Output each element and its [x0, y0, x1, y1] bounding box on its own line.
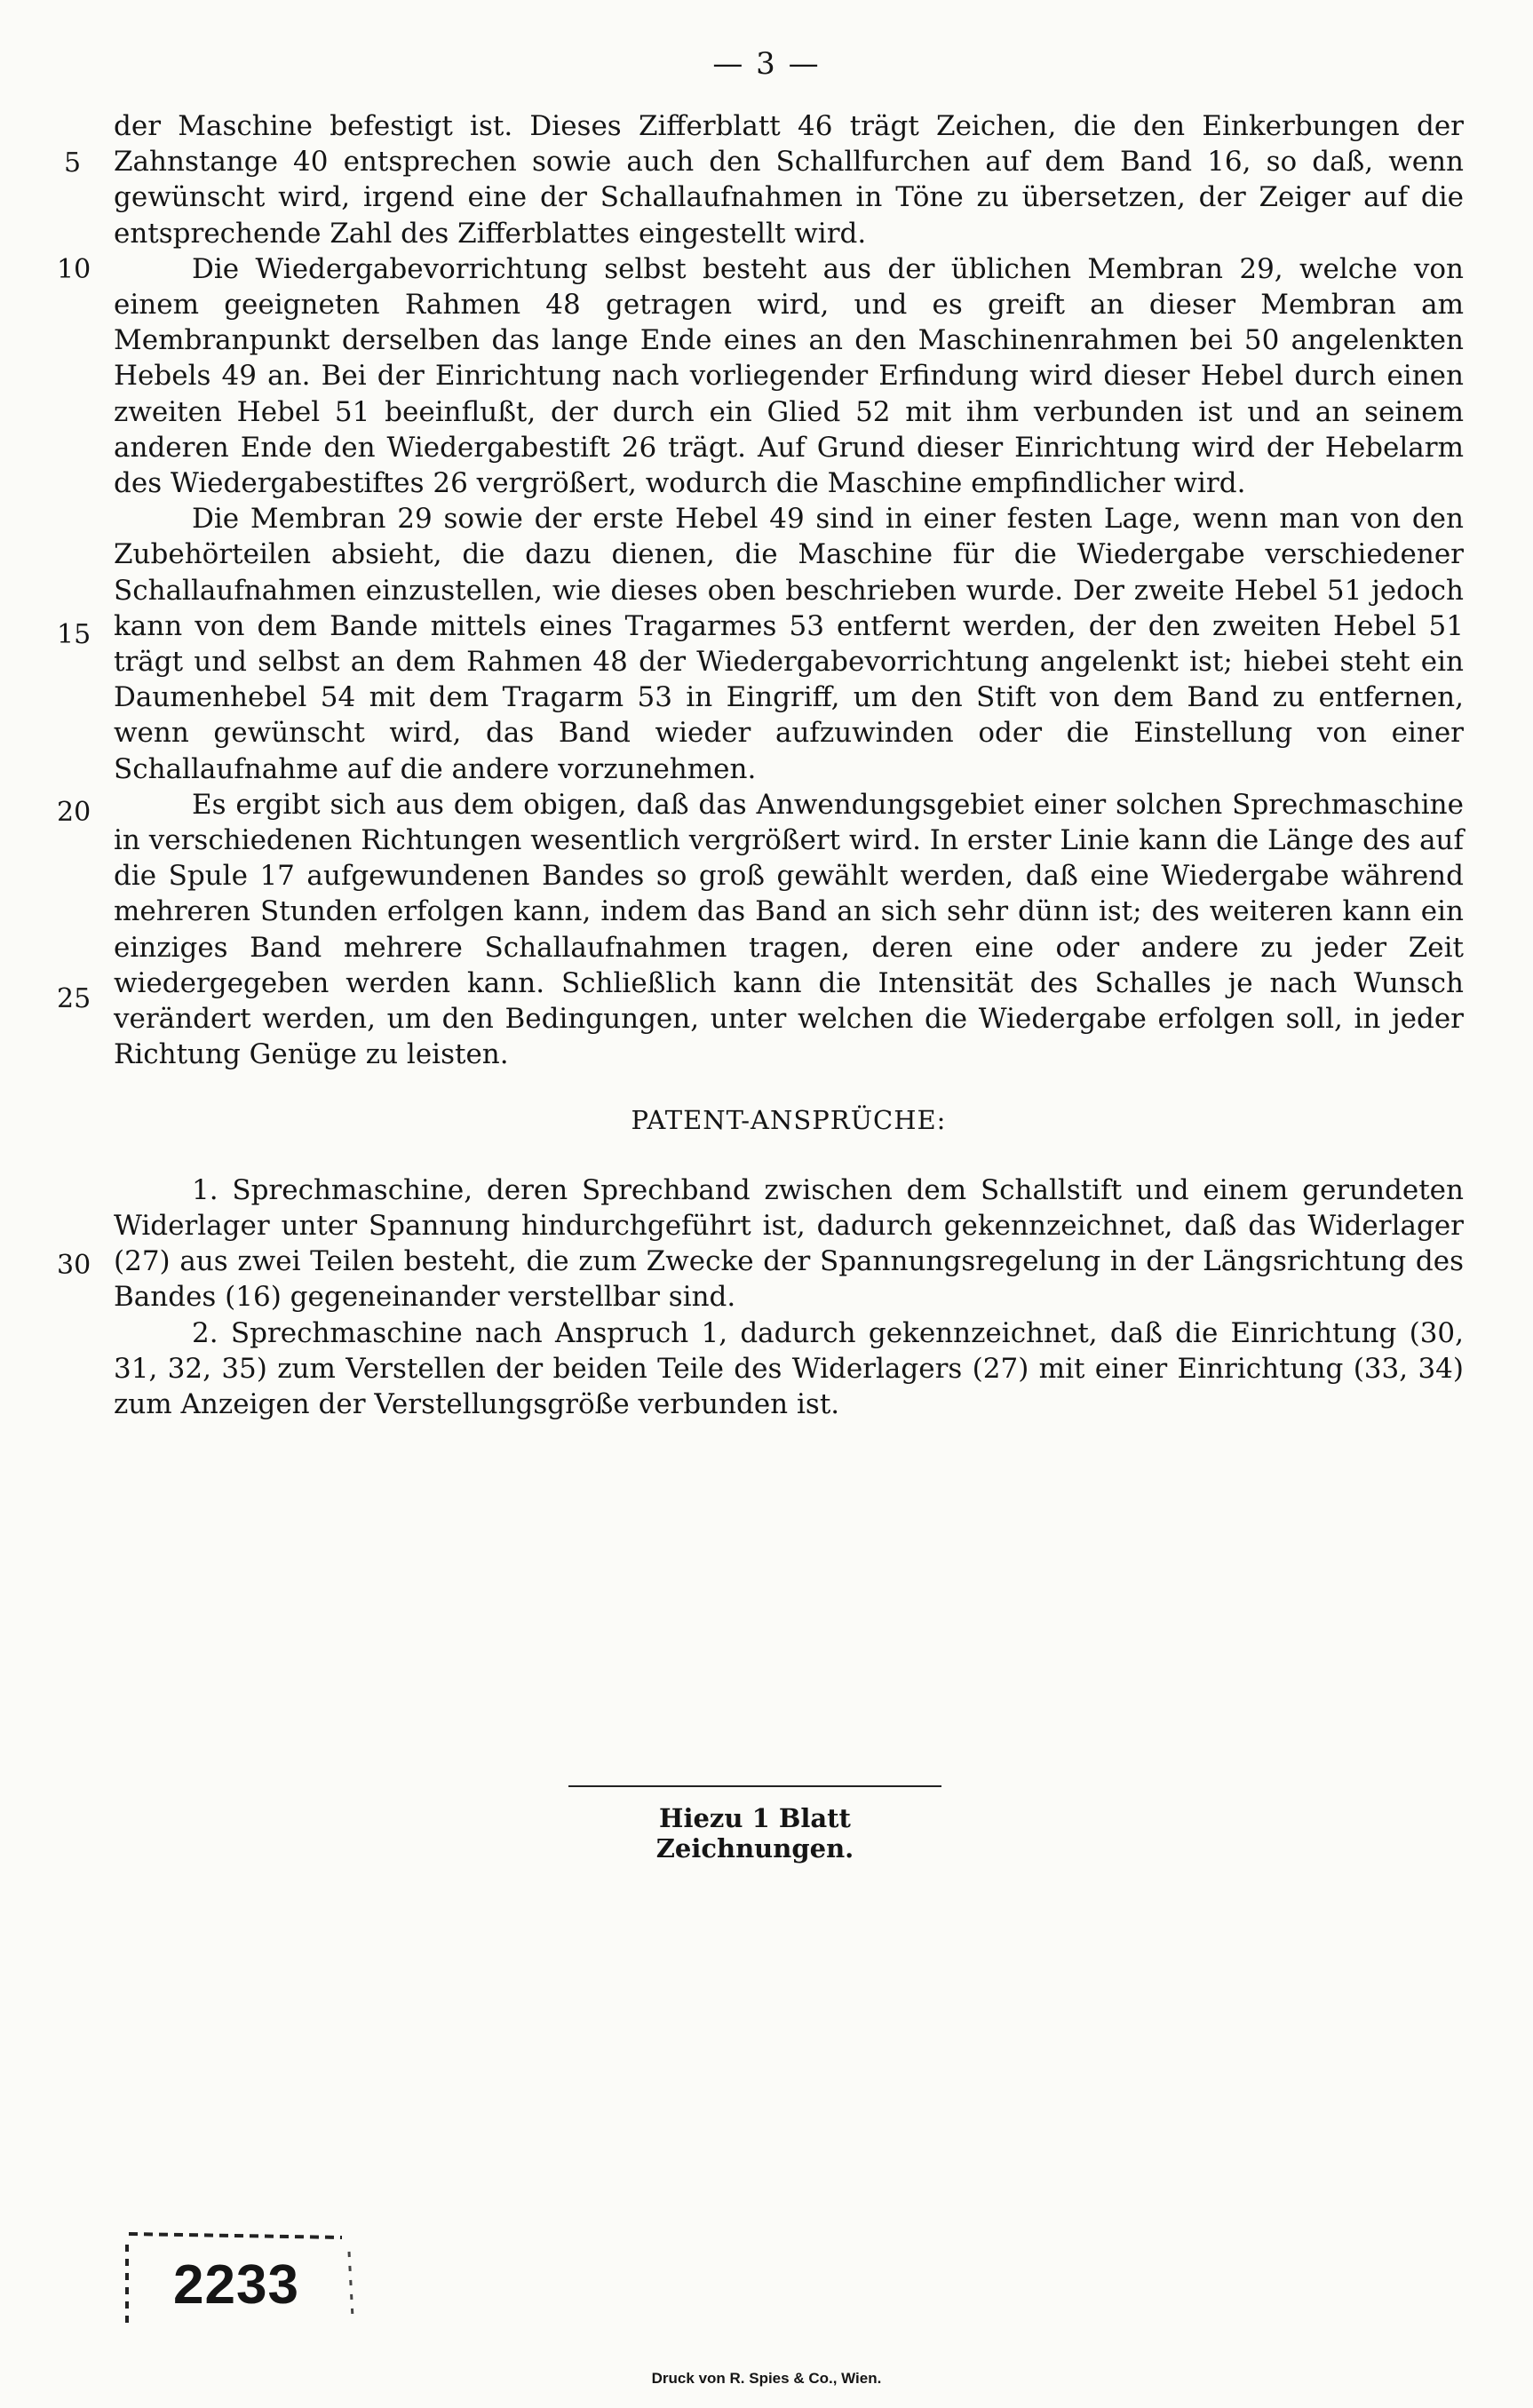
page-number: — 3 — [712, 46, 821, 82]
patent-number-stamp [120, 2225, 360, 2332]
line-number-5: 5 [64, 147, 82, 179]
line-number-10: 10 [57, 254, 91, 285]
paragraph-2: Die Wiedergabevorrichtung selbst besteht aus der üblichen Membran 29, welche von einem geeigneten Rahmen 48 getragen wird, und es greift an dieser Membran am Membranpunkt derselben das lange Ende eines an den Maschinenrahmen bei 50 angelenkten Hebels 49 an. Bei der Einrichtung nach vorliegender Erfindung wird dieser Hebel durch einen zweiten Hebel 51 beeinflußt, der durch ein Glied 52 mit ihm verbunden ist und an seinem anderen Ende den Wiedergabestift 26 trägt. Auf Grund dieser Einrichtung wird der Hebelarm des Wiedergabestiftes 26 vergrößert, wodurch die Maschine empfindlicher wird. [114, 252, 1464, 500]
paragraph-1: der Maschine befestigt ist. Dieses Zifferblatt 46 trägt Zeichen, die den Einkerbungen der Zahnstange 40 entsprechen sowie auch den Schallfurchen auf dem Band 16, so daß, wenn gewünscht wird, irgend eine der Schallaufnahmen in Töne zu übersetzen, der Zeiger auf die entsprechende Zahl des Zifferblattes eingestellt wird. [114, 110, 1464, 250]
description-body [114, 108, 1464, 1422]
line-number-15: 15 [57, 619, 91, 650]
line-number-20: 20 [57, 797, 91, 828]
line-number-30: 30 [57, 1250, 91, 1281]
line-number-25: 25 [57, 983, 91, 1014]
claim-1: 1. Sprechmaschine, deren Sprechband zwischen dem Schallstift und einem gerundeten Widerlager unter Spannung hindurchgeführt ist, dadurch gekennzeichnet, daß das Widerlager (27) aus zwei Teilen besteht, die zum Zwecke der Spannungsregelung in der Längsrichtung des Bandes (16) gegeneinander verstellbar sind. [114, 1173, 1464, 1314]
paragraph-3: Die Membran 29 sowie der erste Hebel 49 sind in einer festen Lage, wenn man von den Zubehörteilen absieht, die dazu dienen, die Maschine für die Wiedergabe verschiedener Schallaufnahmen einzustellen, wie dieses oben beschrieben wurde. Der zweite Hebel 51 jedoch kann von dem Bande mittels eines Tragarmes 53 entfernt werden, der den zweiten Hebel 51 trägt und selbst an dem Rahmen 48 der Wiedergabevorrichtung angelenkt ist; hiebei steht ein Daumenhebel 54 mit dem Tragarm 53 in Eingriff, um den Stift von dem Band zu entfernen, wenn gewünscht wird, das Band wieder aufzuwinden oder die Einstellung von einer Schallaufnahme auf die andere vorzunehmen. [114, 503, 1464, 785]
drawings-note: Hiezu 1 Blatt Zeichnungen. [655, 1803, 854, 1864]
stamp-number: 2233 [173, 2254, 299, 2316]
claim-2: 2. Sprechmaschine nach Anspruch 1, dadurch gekennzeichnet, daß die Einrichtung (30, 31, 32, 35) zum Verstellen der beiden Teile des Widerlagers (27) mit einer Einrichtung (33, 34) zum Anzeigen der Verstellungsgröße verbunden ist. [114, 1316, 1464, 1420]
claims-heading: PATENT-ANSPRÜCHE: [631, 1105, 947, 1136]
printer-imprint: Druck von R. Spies & Co., Wien. [651, 2370, 882, 2387]
divider-rule [568, 1785, 941, 1787]
paragraph-4: Es ergibt sich aus dem obigen, daß das Anwendungsgebiet einer solchen Sprechmaschine in verschiedenen Richtungen wesentlich vergrößert wird. In erster Linie kann die Länge des auf die Spule 17 aufgewundenen Bandes so groß gewählt werden, daß eine Wiedergabe während mehreren Stunden erfolgen kann, indem das Band an sich sehr dünn ist; des weiteren kann ein einziges Band mehrere Schallaufnahmen tragen, deren eine oder andere zu jeder Zeit wiedergegeben werden kann. Schließlich kann die Intensität des Schalles je nach Wunsch verändert werden, um den Bedingungen, unter welchen die Wiedergabe erfolgen soll, in jeder Richtung Genüge zu leisten. [114, 788, 1464, 1071]
